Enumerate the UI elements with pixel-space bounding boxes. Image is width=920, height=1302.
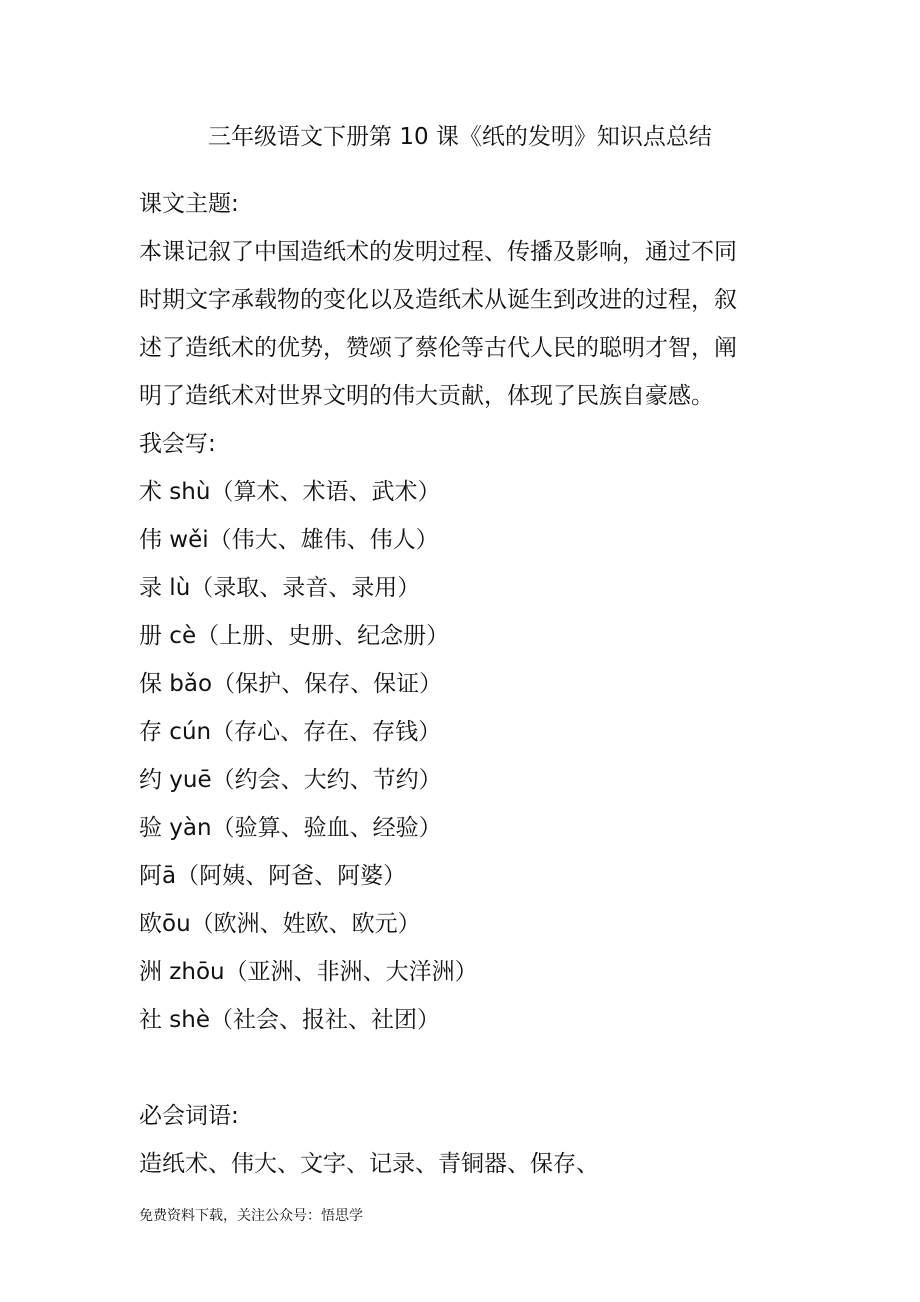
write-heading: 我会写: [139,431,216,457]
character-entry: 伟 wěi（伟大、雄伟、伟人） [139,527,439,553]
blank-line [139,1044,789,1092]
words-heading: 必会词语: [139,1103,239,1129]
page-footer: 免费资料下载，关注公众号：悟思学 [139,1208,363,1224]
character-entry: 社 shè（社会、报社、社团） [139,1007,441,1033]
theme-line: 本课记叙了中国造纸术的发明过程、传播及影响，通过不同 [139,239,737,265]
character-entry: 洲 zhōu（亚洲、非洲、大洋洲） [139,959,478,985]
character-entry: 阿ā（阿姨、阿爸、阿婆） [139,863,407,889]
character-entry: 册 cè（上册、史册、纪念册） [139,623,450,649]
page-title: 三年级语文下册第 10 课《纸的发明》知识点总结 [208,124,712,150]
theme-line: 明了造纸术对世界文明的伟大贡献，体现了民族自豪感。 [139,383,714,409]
theme-line: 时期文字承载物的变化以及造纸术从诞生到改进的过程，叙 [139,287,737,313]
theme-heading: 课文主题: [139,191,239,217]
theme-line: 述了造纸术的优势，赞颂了蔡伦等古代人民的聪明才智，阐 [139,335,737,361]
character-entry: 术 shù（算术、术语、武术） [139,479,441,505]
character-entry: 录 lù（录取、录音、录用） [139,575,421,601]
document-body [139,180,789,1188]
character-entry: 约 yuē（约会、大约、节约） [139,767,442,793]
character-entry: 欧ōu（欧洲、姓欧、欧元） [139,911,421,937]
character-entry: 保 bǎo（保护、保存、保证） [139,671,443,697]
words-line: 造纸术、伟大、文字、记录、青铜器、保存、 [139,1151,599,1177]
character-entry: 验 yàn（验算、验血、经验） [139,815,442,841]
character-entry: 存 cún（存心、存在、存钱） [139,719,442,745]
